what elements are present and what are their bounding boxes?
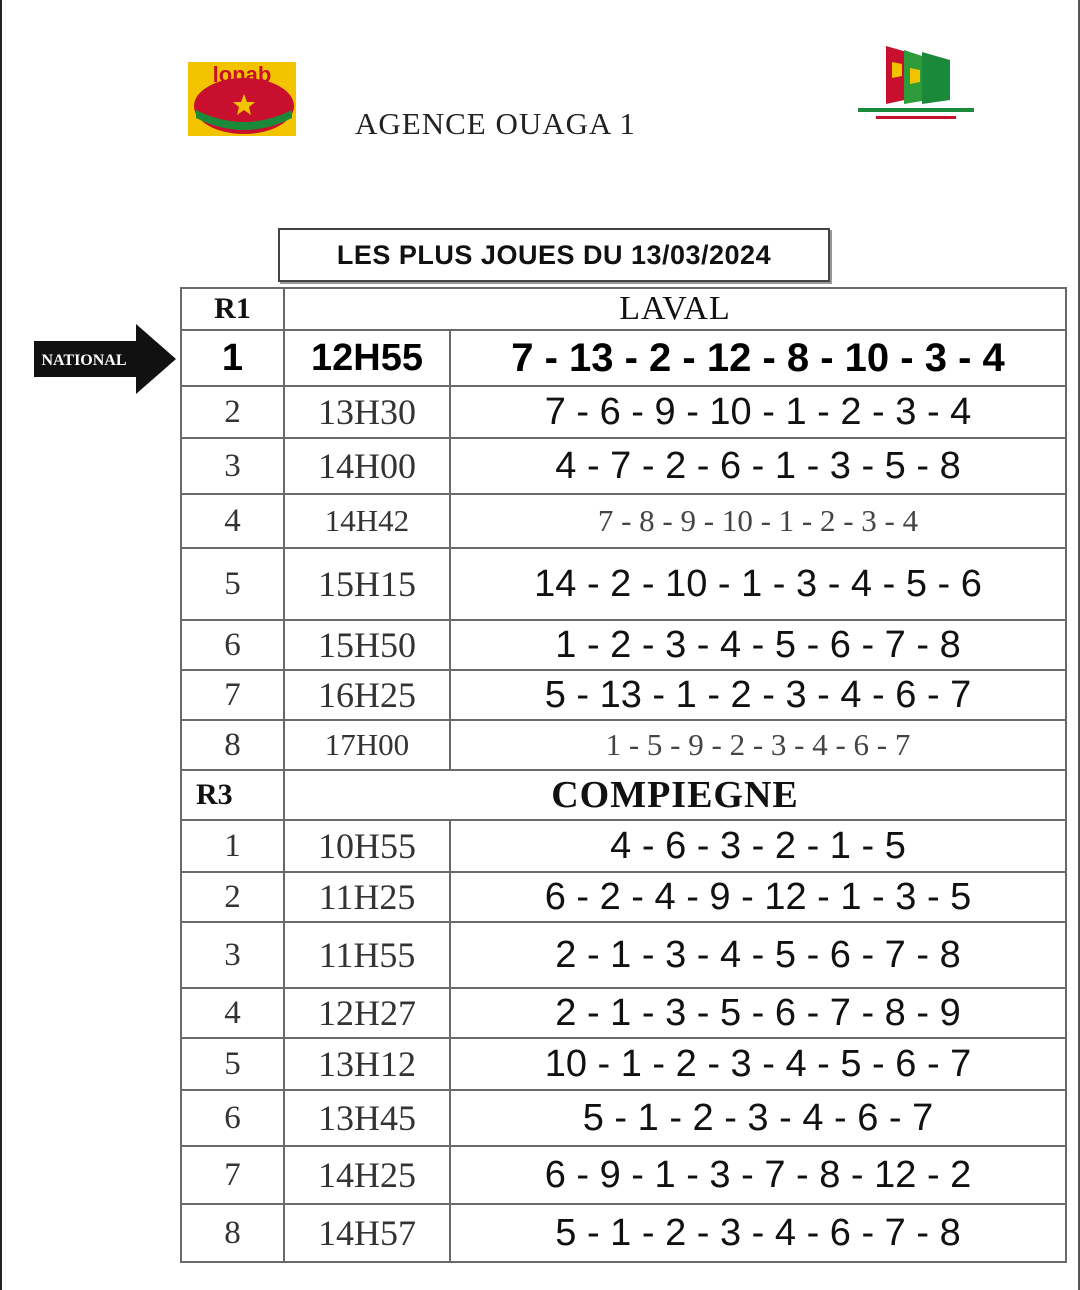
race-numbers: 7 - 13 - 2 - 12 - 8 - 10 - 3 - 4 <box>450 330 1066 386</box>
table-row <box>181 1146 1066 1204</box>
svg-text:lonab: lonab <box>212 62 272 87</box>
race-time: 15H15 <box>284 548 450 620</box>
race-numbers: 5 - 13 - 1 - 2 - 3 - 4 - 6 - 7 <box>450 670 1066 720</box>
race-number: 1 <box>181 330 284 386</box>
race-numbers: 5 - 1 - 2 - 3 - 4 - 6 - 7 - 8 <box>450 1204 1066 1262</box>
race-time: 15H50 <box>284 620 450 670</box>
venue-name: COMPIEGNE <box>284 770 1066 820</box>
race-numbers: 1 - 5 - 9 - 2 - 3 - 4 - 6 - 7 <box>450 720 1066 770</box>
race-time: 14H00 <box>284 438 450 494</box>
race-time: 11H55 <box>284 922 450 988</box>
race-numbers: 6 - 2 - 4 - 9 - 12 - 1 - 3 - 5 <box>450 872 1066 922</box>
race-number: 6 <box>181 620 284 670</box>
results-table <box>180 287 1067 1263</box>
race-number: 6 <box>181 1090 284 1146</box>
race-time: 14H57 <box>284 1204 450 1262</box>
race-number: 4 <box>181 494 284 548</box>
race-numbers: 7 - 6 - 9 - 10 - 1 - 2 - 3 - 4 <box>450 386 1066 438</box>
table-row <box>181 1090 1066 1146</box>
race-time: 17H00 <box>284 720 450 770</box>
partner-logo <box>852 42 980 130</box>
table-row <box>181 872 1066 922</box>
date-banner: LES PLUS JOUES DU 13/03/2024 <box>278 228 830 282</box>
table-row <box>181 548 1066 620</box>
race-number: 8 <box>181 1204 284 1262</box>
race-time: 13H12 <box>284 1038 450 1090</box>
lonab-logo <box>188 62 296 136</box>
race-number: 2 <box>181 872 284 922</box>
race-time: 10H55 <box>284 820 450 872</box>
race-number: 7 <box>181 670 284 720</box>
table-row <box>181 720 1066 770</box>
race-number: 2 <box>181 386 284 438</box>
race-numbers: 2 - 1 - 3 - 5 - 6 - 7 - 8 - 9 <box>450 988 1066 1038</box>
race-time: 14H42 <box>284 494 450 548</box>
race-numbers: 4 - 6 - 3 - 2 - 1 - 5 <box>450 820 1066 872</box>
race-numbers: 1 - 2 - 3 - 4 - 5 - 6 - 7 - 8 <box>450 620 1066 670</box>
section-header-r3 <box>181 770 1066 820</box>
agency-title: AGENCE OUAGA 1 <box>355 106 636 141</box>
table-row <box>181 988 1066 1038</box>
table-row <box>181 1038 1066 1090</box>
table-row <box>181 620 1066 670</box>
table-row <box>181 386 1066 438</box>
race-number: 5 <box>181 548 284 620</box>
table-row <box>181 494 1066 548</box>
race-time: 13H30 <box>284 386 450 438</box>
table-row <box>181 438 1066 494</box>
race-number: 5 <box>181 1038 284 1090</box>
national-label: NATIONAL <box>41 352 127 369</box>
race-number: 8 <box>181 720 284 770</box>
race-number: 4 <box>181 988 284 1038</box>
race-number: 3 <box>181 922 284 988</box>
race-number: 7 <box>181 1146 284 1204</box>
national-pointer-arrow <box>34 324 176 394</box>
page-border-left <box>0 0 2 1290</box>
race-time: 14H25 <box>284 1146 450 1204</box>
section-header-r1 <box>181 288 1066 330</box>
race-numbers: 6 - 9 - 1 - 3 - 7 - 8 - 12 - 2 <box>450 1146 1066 1204</box>
race-numbers: 14 - 2 - 10 - 1 - 3 - 4 - 5 - 6 <box>450 548 1066 620</box>
race-numbers: 10 - 1 - 2 - 3 - 4 - 5 - 6 - 7 <box>450 1038 1066 1090</box>
table-row <box>181 1204 1066 1262</box>
race-numbers: 4 - 7 - 2 - 6 - 1 - 3 - 5 - 8 <box>450 438 1066 494</box>
race-number: 3 <box>181 438 284 494</box>
race-code: R3 <box>181 770 284 820</box>
table-row <box>181 330 1066 386</box>
race-numbers: 2 - 1 - 3 - 4 - 5 - 6 - 7 - 8 <box>450 922 1066 988</box>
race-numbers: 7 - 8 - 9 - 10 - 1 - 2 - 3 - 4 <box>450 494 1066 548</box>
race-code: R1 <box>181 288 284 330</box>
table-row <box>181 670 1066 720</box>
race-time: 13H45 <box>284 1090 450 1146</box>
race-time: 12H27 <box>284 988 450 1038</box>
table-row <box>181 820 1066 872</box>
race-numbers: 5 - 1 - 2 - 3 - 4 - 6 - 7 <box>450 1090 1066 1146</box>
race-time: 11H25 <box>284 872 450 922</box>
race-number: 1 <box>181 820 284 872</box>
race-time: 16H25 <box>284 670 450 720</box>
race-time: 12H55 <box>284 330 450 386</box>
table-row <box>181 922 1066 988</box>
venue-name: LAVAL <box>284 288 1066 330</box>
